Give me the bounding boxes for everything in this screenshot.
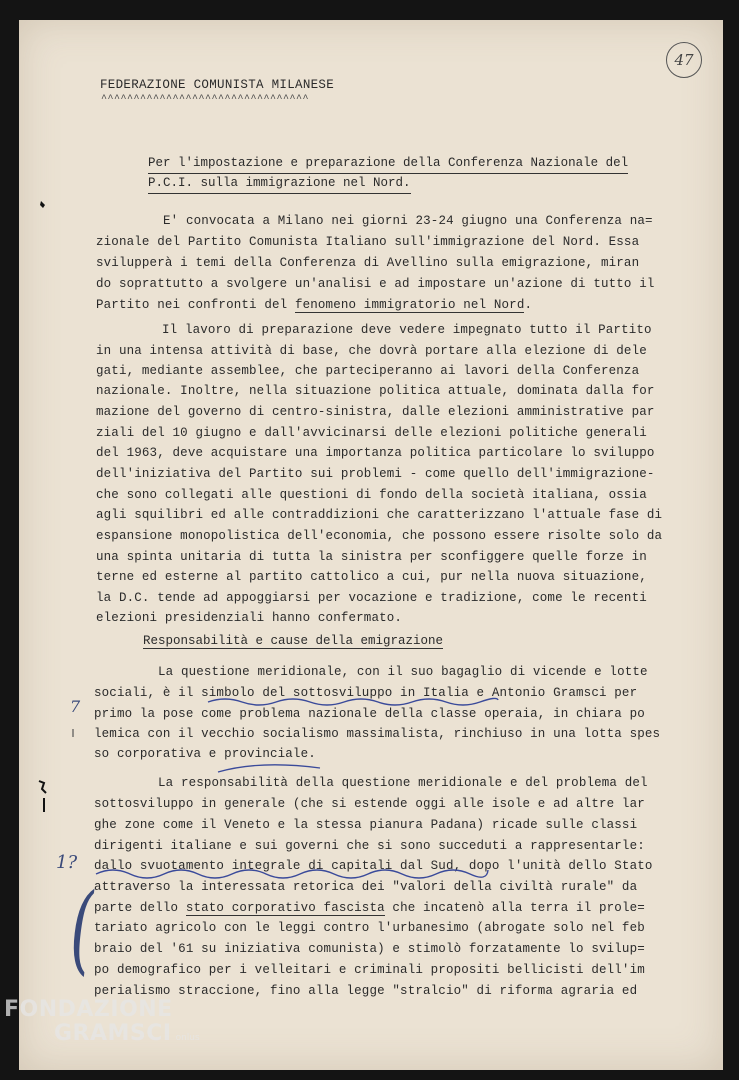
archive-watermark: FONDAZIONE GRAMSCI onlus	[4, 997, 200, 1046]
paragraph2-line: la D.C. tende ad appoggiarsi per vocazione e tradizione, come le recenti	[96, 591, 647, 605]
paragraph4-line: attraverso la interessata retorica dei "valori della civiltà rurale" da	[94, 880, 638, 894]
paragraph2-line: dell'iniziativa del Partito sui problemi - come quello dell'immigrazione-	[96, 467, 655, 481]
paragraph2-line: terne ed esterne al partito cattolico a cui, pur nella nuova situazione,	[96, 570, 647, 584]
paragraph4-line: sottosviluppo in generale (che si estende oggi alle isole e ad altre lar	[94, 797, 645, 811]
paragraph3-line: sociali, è il simbolo del sottosviluppo in Italia e Antonio Gramsci per	[94, 686, 638, 700]
paragraph2-line: elezioni presidenziali hanno confermato.	[96, 611, 403, 625]
paragraph2-line: una spinta unitaria di tutta la sinistra per sconfiggere quelle forze in	[96, 550, 647, 564]
margin-question-note: 1?	[56, 852, 78, 873]
paragraph2-line: ziali del 10 giugno e dall'avvicinarsi delle elezioni politiche generali	[96, 426, 647, 440]
document-title	[148, 154, 688, 194]
underlined-phrase: fenomeno immigratorio nel Nord	[294, 298, 525, 312]
paragraph4-line: dallo svuotamento integrale di capitali dal Sud, dopo l'unità dello Stato	[94, 859, 653, 873]
paragraph4-line: po demografico per i velleitari e criminali propositi bellicisti dell'im	[94, 963, 645, 977]
title-line-1: Per l'impostazione e preparazione della Conferenza Nazionale del	[148, 154, 628, 174]
section-heading: Responsabilità e cause della emigrazione	[143, 634, 444, 648]
paragraph2-line: mazione del governo di centro-sinistra, dalle elezioni amministrative par	[96, 405, 655, 419]
paragraph4-line: parte dello stato corporativo fascista che incatenò alla terra il prole=	[94, 901, 645, 915]
paragraph2-line: Il lavoro di preparazione deve vedere impegnato tutto il Partito	[162, 323, 652, 337]
paragraph1-line: zionale del Partito Comunista Italiano sull'immigrazione del Nord. Essa	[96, 235, 640, 249]
organization-heading: FEDERAZIONE COMUNISTA MILANESE	[100, 78, 335, 92]
paragraph2-line: del 1963, deve acquistare una importanza politica particolare lo sviluppo	[96, 446, 655, 460]
paragraph4-line: dirigenti italiane e sui governi che si sono succeduti a rappresentarle:	[94, 839, 645, 853]
heading-underline-carets: ^^^^^^^^^^^^^^^^^^^^^^^^^^^^^^^^	[101, 94, 310, 105]
paragraph1-line: E' convocata a Milano nei giorni 23-24 giugno una Conferenza na=	[163, 214, 653, 228]
paragraph3-line: lemica con il vecchio socialismo massimalista, rinchiuso in una lotta spes	[94, 727, 661, 741]
margin-bracket-mark: (	[70, 874, 94, 986]
title-line-2: P.C.I. sulla immigrazione nel Nord.	[148, 174, 411, 194]
paragraph1-line: do soprattutto a svolgere un'analisi e ad impostare un'azione di tutto il	[96, 277, 655, 291]
paragraph3-line: so corporativa e provinciale.	[94, 747, 316, 761]
paragraph2-line: espansione monopolistica dell'economia, che possono essere risolte solo da	[96, 529, 663, 543]
paragraph2-line: in una intensa attività di base, che dovrà portare alla elezione di dele	[96, 344, 647, 358]
page-number-circled: 47	[666, 42, 702, 78]
paragraph3-line: La questione meridionale, con il suo bagaglio di vicende e lotte	[158, 665, 648, 679]
paragraph1-line: Partito nei confronti del fenomeno immigratorio nel Nord.	[96, 298, 533, 312]
paragraph2-line: nazionale. Inoltre, nella situazione politica attuale, dominata dalla for	[96, 384, 655, 398]
paragraph2-line: che sono collegati alle questioni di fondo della società italiana, ossia	[96, 488, 647, 502]
paragraph3-line: primo la pose come problema nazionale della classe operaia, in chiara po	[94, 707, 645, 721]
paragraph1-line: svilupperà i temi della Conferenza di Avellino sulla emigrazione, miran	[96, 256, 640, 270]
underlined-phrase: stato corporativo fascista	[185, 901, 385, 915]
paragraph4-line: La responsabilità della questione meridionale e del problema del	[158, 776, 648, 790]
paragraph4-line: ghe zone come il Veneto e la stessa pianura Padana) ricade sulle classi	[94, 818, 638, 832]
margin-pencil-mark: 7	[70, 697, 81, 716]
paragraph4-line: perialismo straccione, fino alla legge "stralcio" di riforma agraria ed	[94, 984, 638, 998]
paragraph4-line: tariato agricolo con le leggi contro l'urbanesimo (abrogate solo nel feb	[94, 921, 645, 935]
paragraph2-line: gati, mediante assemblee, che parteciperanno ai lavori della Conferenza	[96, 364, 640, 378]
paragraph4-line: braio del '61 su iniziativa comunista) e stimolò forzatamente lo svilup=	[94, 942, 645, 956]
paragraph2-line: agli squilibri ed alle contraddizioni che caratterizzano l'attuale fase di	[96, 508, 663, 522]
